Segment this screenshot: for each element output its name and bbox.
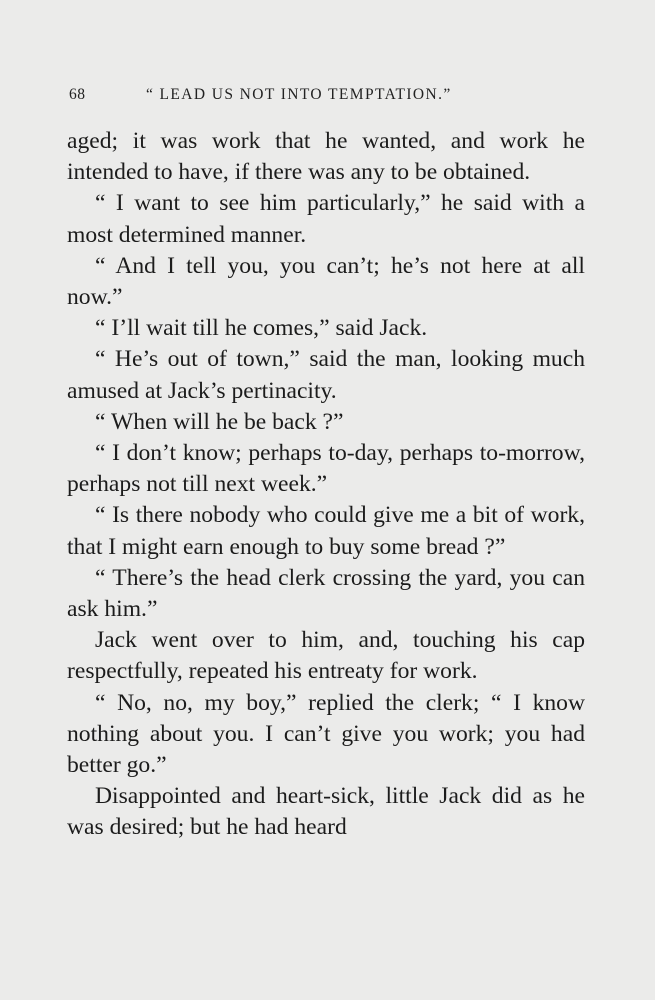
paragraph: Disappointed and heart-sick, little Jack did as he was desired; but he had heard bbox=[67, 783, 585, 841]
paragraph: “ Is there nobody who could give me a bit of work, that I might earn enough to buy some bread ?” bbox=[67, 502, 585, 560]
running-head: “ LEAD US NOT INTO TEMPTATION.” bbox=[146, 86, 452, 103]
paragraph: “ I want to see him particularly,” he said with a most determined manner. bbox=[67, 190, 585, 248]
paragraph: “ There’s the head clerk crossing the yard, you can ask him.” bbox=[67, 564, 585, 623]
paragraph: “ When will he be back ?” bbox=[95, 408, 344, 435]
page-header bbox=[69, 86, 585, 114]
paragraph: “ No, no, my boy,” replied the clerk; “ I know nothing about you. I can’t give you work; you had better go.” bbox=[67, 689, 585, 779]
paragraph: “ I don’t know; perhaps to-day, perhaps to-morrow, perhaps not till next week.” bbox=[67, 440, 585, 498]
paragraph: aged; it was work that he wanted, and work he intended to have, if there was any to be obtained. bbox=[67, 128, 585, 186]
body-text bbox=[67, 126, 585, 844]
paragraph: “ And I tell you, you can’t; he’s not here at all now.” bbox=[67, 252, 585, 311]
page-number: 68 bbox=[69, 86, 86, 103]
paragraph: Jack went over to him, and, touching his cap respectfully, repeated his entreaty for work. bbox=[67, 627, 585, 685]
paragraph: “ I’ll wait till he comes,” said Jack. bbox=[95, 315, 428, 342]
paragraph: “ He’s out of town,” said the man, looking much amused at Jack’s pertinacity. bbox=[67, 346, 585, 404]
